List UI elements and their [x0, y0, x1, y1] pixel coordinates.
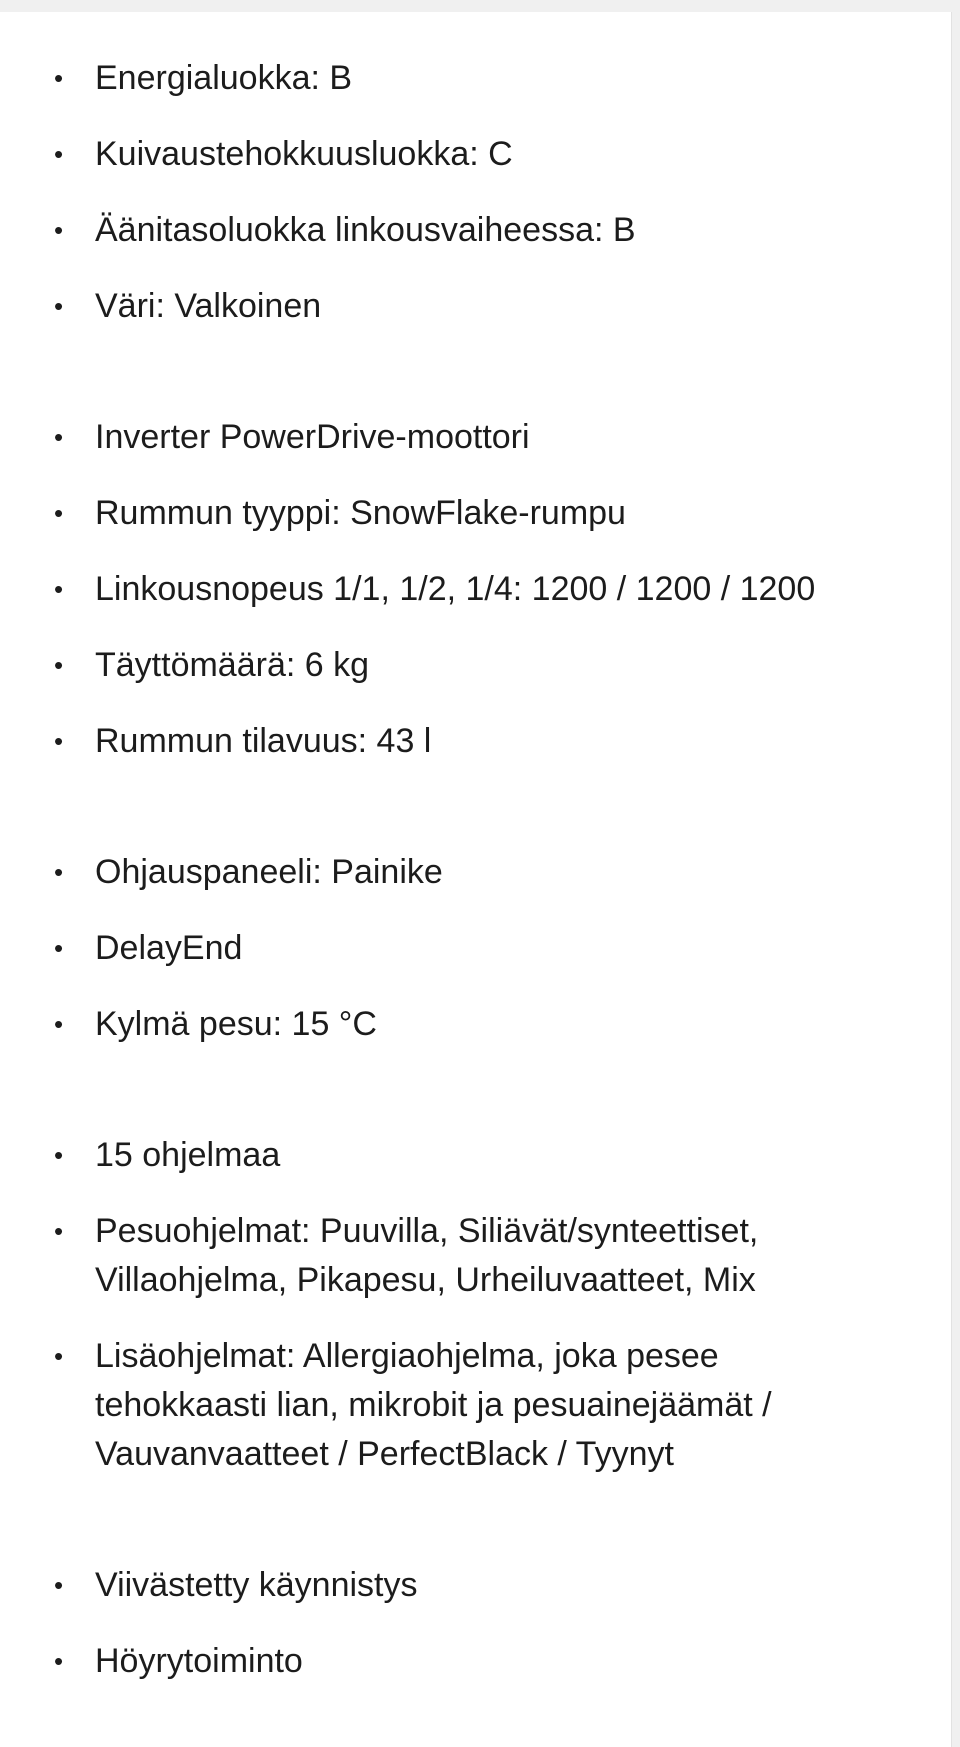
list-item: • Ohjauspaneeli: Painike	[95, 848, 855, 897]
spec-group-energy	[0, 54, 855, 331]
spec-group-controls	[0, 848, 855, 1049]
group-spacer	[0, 1076, 951, 1131]
list-item: • Äänitasoluokka linkousvaiheessa: B	[95, 206, 855, 255]
list-item: • 15 ohjelmaa	[95, 1131, 855, 1180]
spec-group-programs	[0, 1131, 855, 1479]
spec-list-page	[0, 12, 952, 1747]
list-item: • Rummun tilavuus: 43 l	[95, 717, 855, 766]
spec-group-drum	[0, 413, 855, 766]
list-item: • Viivästetty käynnistys	[95, 1561, 855, 1610]
list-item: • Täyttömäärä: 6 kg	[95, 641, 855, 690]
list-item: • Energialuokka: B	[95, 54, 855, 103]
list-item: • Kuivaustehokkuusluokka: C	[95, 130, 855, 179]
group-spacer	[0, 793, 951, 848]
list-item: • Kylmä pesu: 15 °C	[95, 1000, 855, 1049]
list-item: • Lisäohjelmat: Allergiaohjelma, joka pesee tehokkaasti lian, mikrobit ja pesuainejäämät / Vauvanvaatteet / PerfectBlack / Tyynyt	[95, 1332, 855, 1479]
list-item: • Linkousnopeus 1/1, 1/2, 1/4: 1200 / 1200 / 1200	[95, 565, 855, 614]
list-item: • Rummun tyyppi: SnowFlake-rumpu	[95, 489, 855, 538]
group-spacer	[0, 358, 951, 413]
list-item: • Höyrytoiminto	[95, 1637, 855, 1686]
group-spacer	[0, 1506, 951, 1561]
spec-group-features	[0, 1561, 855, 1686]
list-item: • Inverter PowerDrive-moottori	[95, 413, 855, 462]
list-item: • DelayEnd	[95, 924, 855, 973]
list-item: • Pesuohjelmat: Puuvilla, Siliävät/synteettiset, Villaohjelma, Pikapesu, Urheiluvaatteet, Mix	[95, 1207, 855, 1305]
list-item: • Väri: Valkoinen	[95, 282, 855, 331]
